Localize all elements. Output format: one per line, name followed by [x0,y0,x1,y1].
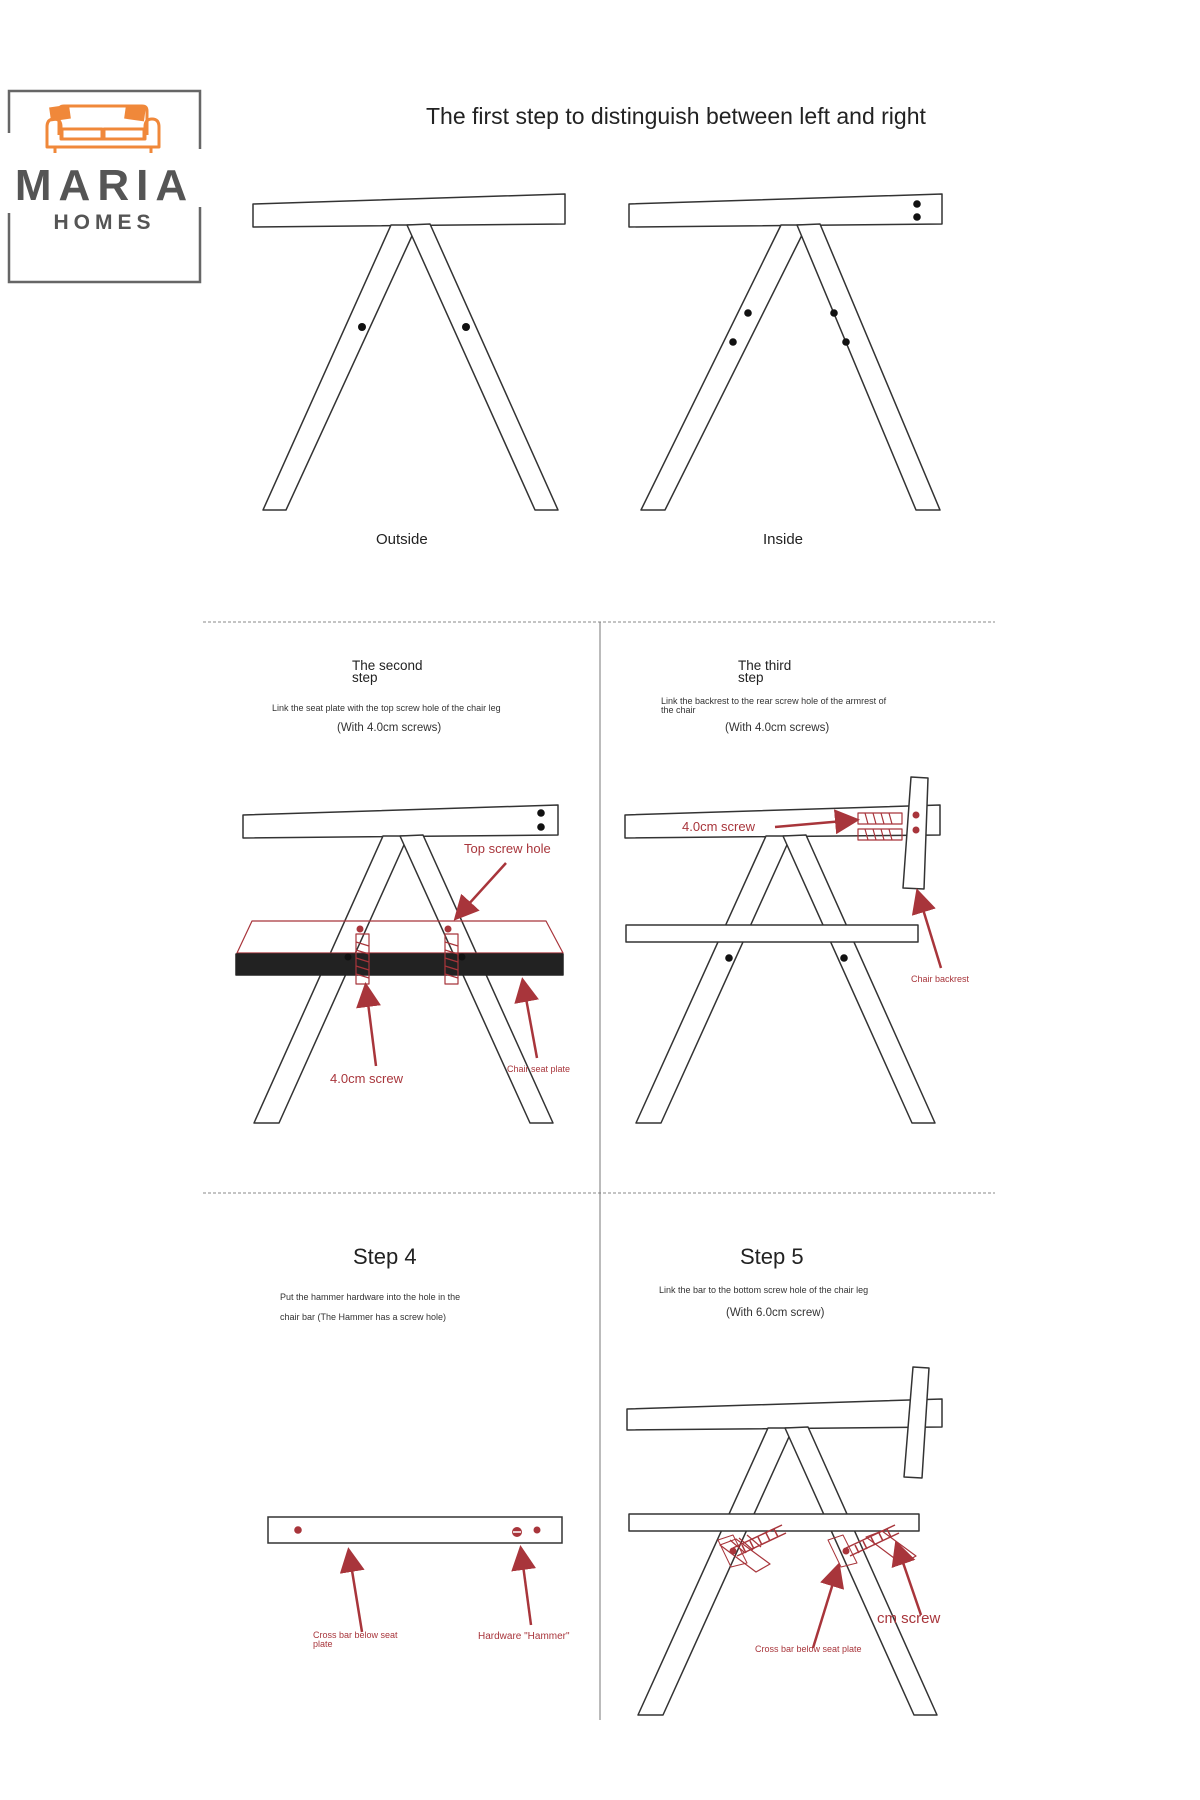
step2-subtitle: (With 4.0cm screws) [337,722,442,734]
screw-hole [913,213,921,221]
armrest [625,805,940,838]
outside-label: Outside [376,531,428,548]
outside-armrest [253,194,565,227]
screw-hole [294,1526,302,1534]
screw-hole [830,309,838,317]
step2-description: Link the seat plate with the top screw hole of the chair leg [272,703,501,713]
screw-hole [358,323,366,331]
screw-hole [537,823,545,831]
cross-bar [626,925,918,942]
screw-hole [462,323,470,331]
screw-hole [840,954,848,962]
screw-hole [729,338,737,346]
armrest [243,805,558,838]
step5-description: Link the bar to the bottom screw hole of the chair leg [659,1285,869,1295]
step5-title: Step 5 [740,1244,804,1269]
step2-title: The second step [352,658,423,685]
inside-armrest [629,194,942,227]
screw-length-label: cm screw [877,1610,941,1627]
outside-rear-leg [407,224,558,510]
outside-front-leg [263,225,417,510]
front-leg [638,1428,793,1715]
screw-icon [720,1531,916,1572]
screw-length-label: 4.0cm screw [682,819,755,834]
screw-hole [537,809,545,817]
screw-hole [744,309,752,317]
seat-plate-label: Chair seat plate [507,1064,571,1074]
step4-callout-arrows [349,1550,531,1632]
step3-title: The third step [738,658,792,685]
step3-subtitle: (With 4.0cm screws) [725,722,830,734]
step5-subtitle: (With 6.0cm screw) [726,1307,825,1319]
step4-description: Put the hammer hardware into the hole in the chair bar (The Hammer has a screw hole) [280,1292,461,1322]
step1-inside-view [629,194,942,510]
screw-hole [913,200,921,208]
armrest [627,1399,942,1430]
step1-outside-view [253,194,565,510]
screw-length-label: 4.0cm screw [330,1071,403,1086]
cross-bar-label: Cross bar below seat plate [755,1644,862,1654]
page-title: The first step to distinguish between left and right [426,103,926,129]
inside-rear-leg [797,224,940,510]
front-leg [636,836,791,1123]
rear-leg [400,835,553,1123]
backrest-label: Chair backrest [911,974,970,984]
logo-brand-sub: HOMES [53,211,156,234]
step3-diagram [625,777,940,1123]
screw-hole [842,338,850,346]
step5-diagram [627,1367,942,1715]
cross-bar-label: Cross bar below seat plate [313,1630,398,1649]
inside-label: Inside [763,531,804,548]
hammer-label: Hardware "Hammer" [478,1631,570,1642]
step4-title: Step 4 [353,1244,417,1269]
chair-seat-plate [236,921,563,975]
step4-diagram [268,1517,562,1543]
screw-hole [534,1527,541,1534]
inside-front-leg [641,225,807,510]
chair-backrest [904,1367,929,1478]
top-screw-hole-label: Top screw hole [464,841,551,856]
screw-hole [725,954,733,962]
step3-description: Link the backrest to the rear screw hole of the armrest of the chair [661,696,887,715]
logo-brand-name: MARIA [14,161,195,210]
